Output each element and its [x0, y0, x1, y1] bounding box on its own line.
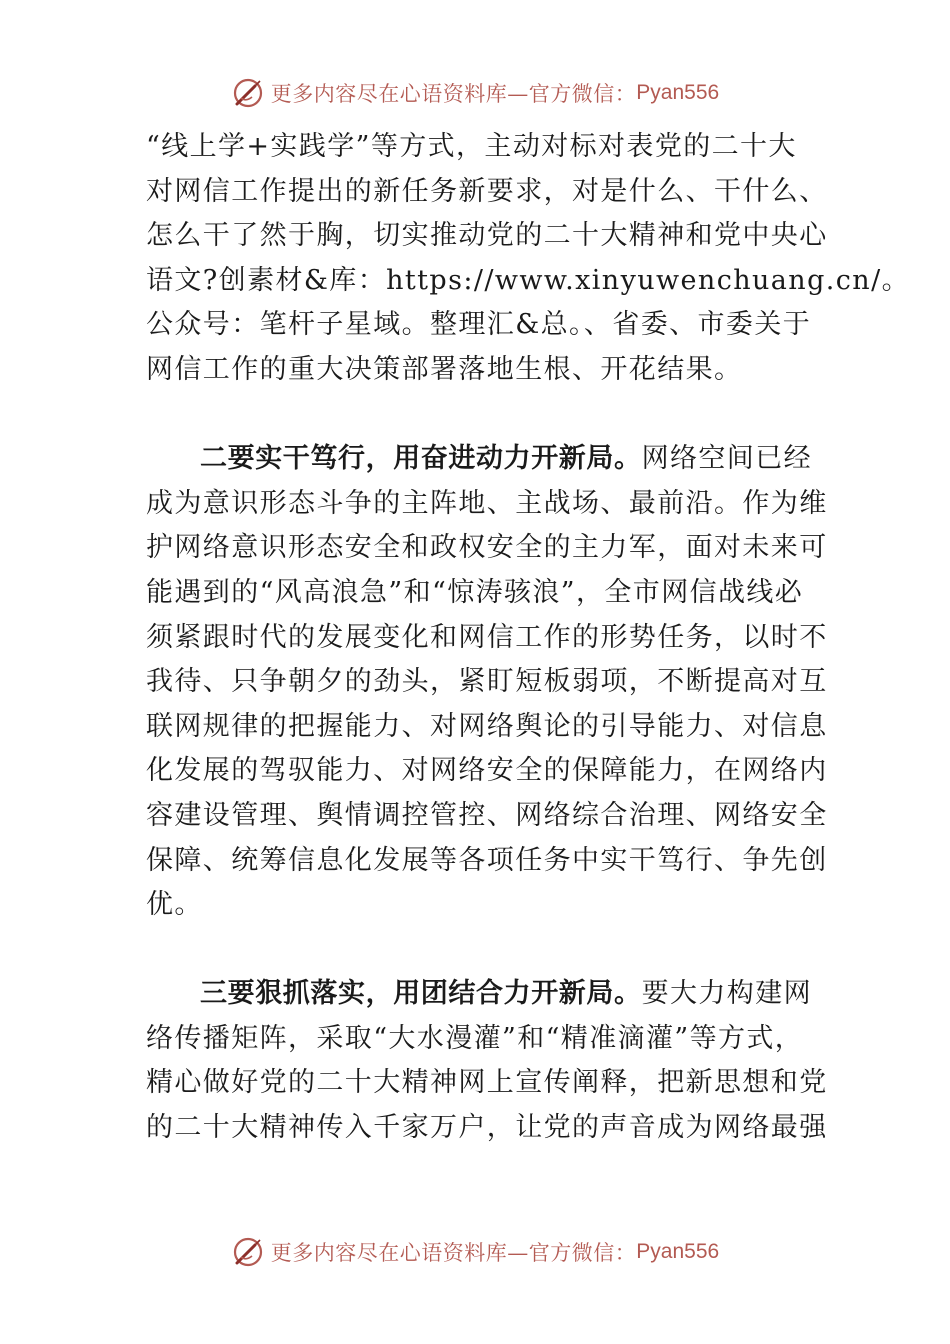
paragraph-first-line	[146, 437, 813, 482]
text-line: 我待、只争朝夕的劲头，紧盯短板弱项，不断提高对互	[146, 666, 828, 698]
banner-wechat-id: Pyan556	[636, 81, 720, 104]
banner-text: 更多内容尽在心语资料库—官方微信：	[270, 82, 637, 106]
paragraph-3	[146, 972, 828, 1150]
text-line: 精心做好党的二十大精神网上宣传阐释，把新思想和党	[146, 1067, 828, 1099]
text-line: 网信工作的重大决策部署落地生根、开花结果。	[146, 353, 743, 385]
text-line: 络传播矩阵，采取“大水漫灌”和“精准滴灌”等方式，	[146, 1022, 804, 1054]
document-body	[146, 125, 910, 1151]
paragraph-gap	[146, 928, 810, 973]
text-run: 要大力构建网	[641, 978, 813, 1010]
header-banner	[0, 73, 950, 113]
paragraph-2	[146, 437, 828, 928]
text-line: 须紧跟时代的发展变化和网信工作的形势任务，以时不	[146, 621, 828, 653]
text-line: 优。	[146, 889, 203, 921]
pen-logo-icon	[231, 1235, 265, 1269]
text-line: 的二十大精神传入千家万户，让党的声音成为网络最强	[146, 1112, 828, 1144]
paragraph-heading: 二要实干笃行，用奋进动力开新局。	[200, 443, 642, 475]
text-line: “线上学+实践学”等方式，主动对标对表党的二十大	[146, 131, 797, 162]
paragraph-1	[146, 125, 910, 393]
footer-banner	[0, 1232, 950, 1272]
text-line: 联网规律的把握能力、对网络舆论的引导能力、对信息	[146, 710, 828, 742]
text-line: 对网信工作提出的新任务新要求，对是什么、干什么、	[146, 175, 828, 207]
text-line: 成为意识形态斗争的主阵地、主战场、最前沿。作为维	[146, 487, 828, 519]
text-line: 保障、统筹信息化发展等各项任务中实干笃行、争先创	[146, 844, 828, 876]
paragraph-first-line	[146, 972, 813, 1017]
text-line: 语文?创素材&库：https://www.xinyuwenchuang.cn/。	[146, 264, 910, 296]
text-run: 网络空间已经	[641, 443, 813, 475]
text-line: 能遇到的“风高浪急”和“惊涛骇浪”，全市网信战线必	[146, 576, 804, 608]
pen-logo-icon	[231, 76, 265, 110]
banner-wechat-id: Pyan556	[636, 1240, 720, 1263]
text-line: 化发展的驾驭能力、对网络安全的保障能力，在网络内	[146, 755, 828, 787]
text-line: 护网络意识形态安全和政权安全的主力军，面对未来可	[146, 532, 828, 564]
text-line: 怎么干了然于胸，切实推动党的二十大精神和党中央心	[146, 220, 828, 252]
banner-text: 更多内容尽在心语资料库—官方微信：	[270, 1241, 637, 1265]
text-line: 公众号：笔杆子星域。整理汇&总。、省委、市委关于	[146, 309, 812, 341]
paragraph-gap	[146, 393, 810, 438]
paragraph-heading: 三要狠抓落实，用团结合力开新局。	[200, 978, 642, 1010]
text-line: 容建设管理、舆情调控管控、网络综合治理、网络安全	[146, 799, 828, 831]
